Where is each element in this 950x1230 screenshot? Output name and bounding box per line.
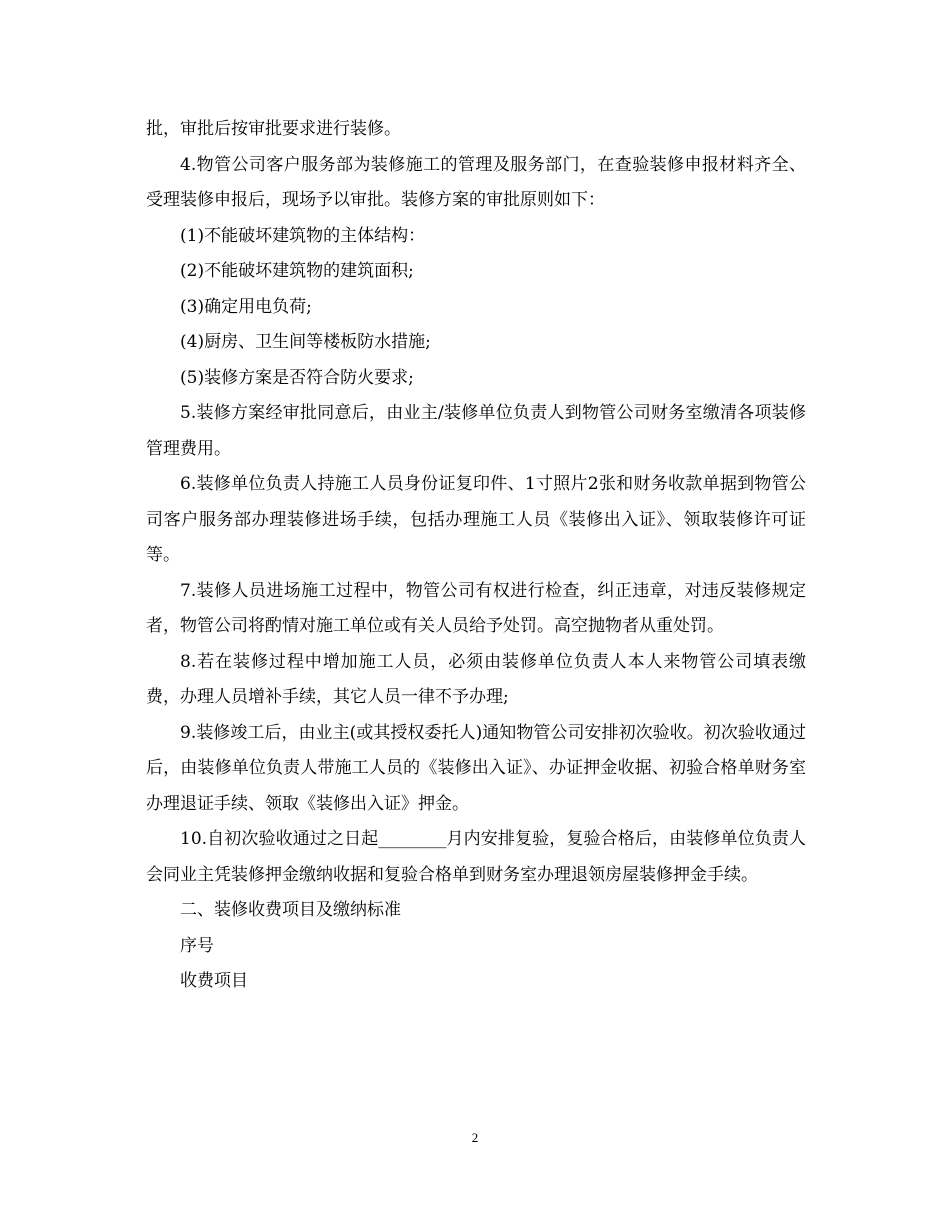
document-body [146, 112, 806, 1000]
paragraph-item-10: 10.自初次验收通过之日起________月内安排复验，复验合格后，由装修单位负责人会同业主凭装修押金缴纳收据和复验合格单到财务室办理退领房屋装修押金手续。 [146, 829, 806, 885]
paragraph-principle-3: (3)确定用电负荷; [180, 296, 312, 317]
section-heading-fees: 二、装修收费项目及缴纳标准 [180, 900, 401, 920]
paragraph-item-4: 4.物管公司客户服务部为装修施工的管理及服务部门，在查验装修申报材料齐全、受理装修申报后，现场予以审批。装修方案的审批原则如下： [146, 154, 806, 210]
paragraph-approval-continuation: 批，审批后按审批要求进行装修。 [146, 119, 401, 139]
paragraph-principle-2: (2)不能破坏建筑物的建筑面积; [180, 261, 414, 281]
paragraph-principle-1: (1)不能破坏建筑物的主体结构： [180, 225, 426, 246]
paragraph-item-6: 6.装修单位负责人持施工人员身份证复印件、1寸照片2张和财务收款单据到物管公司客户服务部办理装修进场手续，包括办理施工人员《装修出入证》、领取装修许可证等。 [146, 474, 806, 565]
paragraph-item-9: 9.装修竣工后，由业主(或其授权委托人)通知物管公司安排初次验收。初次验收通过后，由装修单位负责人带施工人员的《装修出入证》、办证押金收据、初验合格单财务室办理退证手续、领取《装修出入证》押金。 [146, 722, 806, 814]
paragraph-principle-5: (5)装修方案是否符合防火要求; [180, 367, 414, 388]
table-header-fee-item: 收费项目 [180, 971, 248, 991]
paragraph-item-5: 5.装修方案经审批同意后，由业主/装修单位负责人到物管公司财务室缴清各项装修管理费用。 [146, 403, 806, 459]
paragraph-principle-4: (4)厨房、卫生间等楼板防水措施; [180, 332, 431, 352]
paragraph-item-8: 8.若在装修过程中增加施工人员，必须由装修单位负责人本人来物管公司填表缴费，办理人员增补手续，其它人员一律不予办理; [146, 651, 806, 707]
page-number: 2 [471, 1130, 479, 1145]
table-header-serial-number: 序号 [180, 935, 214, 956]
paragraph-item-7: 7.装修人员进场施工过程中，物管公司有权进行检查，纠正违章，对违反装修规定者，物管公司将酌情对施工单位或有关人员给予处罚。高空抛物者从重处罚。 [146, 580, 806, 636]
